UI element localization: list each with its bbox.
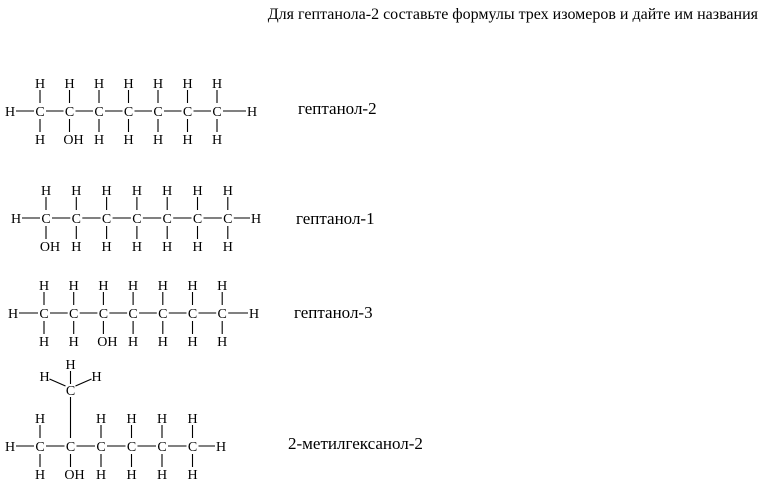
carbon-atom: C <box>157 440 167 455</box>
hydrogen-atom: H <box>10 212 22 227</box>
hydrogen-atom: H <box>68 279 79 294</box>
carbon-atom: C <box>35 105 45 120</box>
hydrogen-atom: H <box>123 77 134 92</box>
carbon-atom: C <box>101 212 112 227</box>
hydrogen-atom: H <box>126 468 137 483</box>
hydrogen-atom: H <box>40 184 52 199</box>
hydroxyl-group: OH <box>64 468 85 483</box>
molecule-name: гептанол-1 <box>296 209 375 228</box>
hydrogen-atom: H <box>162 240 173 255</box>
hydrogen-atom: H <box>215 440 227 455</box>
hydrogen-atom: H <box>95 468 107 483</box>
hydrogen-atom: H <box>71 240 82 255</box>
molecule-name: 2-метилгексанол-2 <box>288 434 423 453</box>
methyl-carbon-atom: C <box>65 384 76 399</box>
hydrogen-atom: H <box>187 279 198 294</box>
carbon-atom: C <box>94 105 104 120</box>
hydrogen-atom: H <box>71 184 82 199</box>
hydrogen-atom: H <box>126 412 137 427</box>
carbon-atom: C <box>64 105 75 120</box>
hydrogen-atom: H <box>222 240 233 255</box>
hydrogen-atom: H <box>131 184 142 199</box>
hydrogen-atom: H <box>128 279 139 294</box>
hydrogen-atom: H <box>157 335 168 350</box>
hydrogen-atom: H <box>7 307 19 322</box>
carbon-atom: C <box>217 307 227 322</box>
hydrogen-atom: H <box>192 240 203 255</box>
hydrogen-atom: H <box>222 184 233 199</box>
hydrogen-atom: H <box>152 133 164 148</box>
hydrogen-atom: H <box>182 77 193 92</box>
carbon-atom: C <box>162 212 172 227</box>
hydrogen-atom: H <box>152 77 164 92</box>
hydroxyl-group: OH <box>39 240 61 255</box>
hydrogen-atom: H <box>34 77 46 92</box>
carbon-atom: C <box>35 440 45 455</box>
hydroxyl-group: OH <box>63 133 84 148</box>
carbon-atom: C <box>39 307 49 322</box>
carbon-atom: C <box>223 212 233 227</box>
hydrogen-atom: H <box>128 335 139 350</box>
hydrogen-atom: H <box>38 279 50 294</box>
carbon-atom: C <box>98 307 109 322</box>
hydrogen-atom: H <box>157 279 168 294</box>
carbon-atom: C <box>69 307 79 322</box>
hydrogen-atom: H <box>38 335 50 350</box>
carbon-atom: C <box>126 440 137 455</box>
hydrogen-atom: H <box>156 468 168 483</box>
hydrogen-atom: H <box>156 412 168 427</box>
hydrogen-atom: H <box>123 133 134 148</box>
carbon-atom: C <box>187 307 198 322</box>
hydrogen-atom: H <box>250 212 262 227</box>
hydrogen-atom: H <box>182 133 193 148</box>
hydrogen-atom: H <box>217 279 228 294</box>
hydrogen-atom: H <box>211 77 223 92</box>
carbon-atom: C <box>41 212 51 227</box>
bond-line <box>50 379 66 386</box>
hydrogen-atom: H <box>34 468 46 483</box>
hydrogen-atom: H <box>4 440 16 455</box>
carbon-atom: C <box>65 440 76 455</box>
hydrogen-atom: H <box>101 240 112 255</box>
carbon-atom: C <box>96 440 106 455</box>
hydrogen-atom: H <box>39 370 50 385</box>
hydrogen-atom: H <box>187 468 198 483</box>
hydrogen-atom: H <box>34 133 46 148</box>
task-title: Для гептанола-2 составьте формулы трех изомеров и дайте им названия <box>267 6 758 23</box>
hydrogen-atom: H <box>34 412 46 427</box>
molecule-name: гептанол-2 <box>298 99 377 118</box>
carbon-atom: C <box>192 212 203 227</box>
hydrogen-atom: H <box>217 335 228 350</box>
hydrogen-atom: H <box>68 335 79 350</box>
carbon-atom: C <box>132 212 142 227</box>
hydrogen-atom: H <box>211 133 223 148</box>
hydrogen-atom: H <box>98 279 109 294</box>
hydrogen-atom: H <box>131 240 142 255</box>
carbon-atom: C <box>187 440 198 455</box>
carbon-atom: C <box>128 307 138 322</box>
carbon-atom: C <box>153 105 163 120</box>
hydrogen-atom: H <box>95 412 107 427</box>
molecule-name: гептанол-3 <box>294 303 373 322</box>
hydrogen-atom: H <box>91 370 102 385</box>
hydrogen-atom: H <box>162 184 173 199</box>
carbon-atom: C <box>123 105 134 120</box>
bond-line <box>76 379 92 386</box>
carbon-atom: C <box>212 105 222 120</box>
hydrogen-atom: H <box>93 133 105 148</box>
hydroxyl-group: OH <box>97 335 118 350</box>
hydrogen-atom: H <box>64 77 75 92</box>
carbon-atom: C <box>71 212 81 227</box>
hydrogen-atom: H <box>187 335 198 350</box>
hydrogen-atom: H <box>65 358 76 373</box>
hydrogen-atom: H <box>101 184 112 199</box>
hydrogen-atom: H <box>248 307 260 322</box>
hydrogen-atom: H <box>187 412 198 427</box>
hydrogen-atom: H <box>4 105 16 120</box>
carbon-atom: C <box>182 105 193 120</box>
hydrogen-atom: H <box>192 184 203 199</box>
hydrogen-atom: H <box>93 77 105 92</box>
carbon-atom: C <box>158 307 168 322</box>
hydrogen-atom: H <box>246 105 258 120</box>
